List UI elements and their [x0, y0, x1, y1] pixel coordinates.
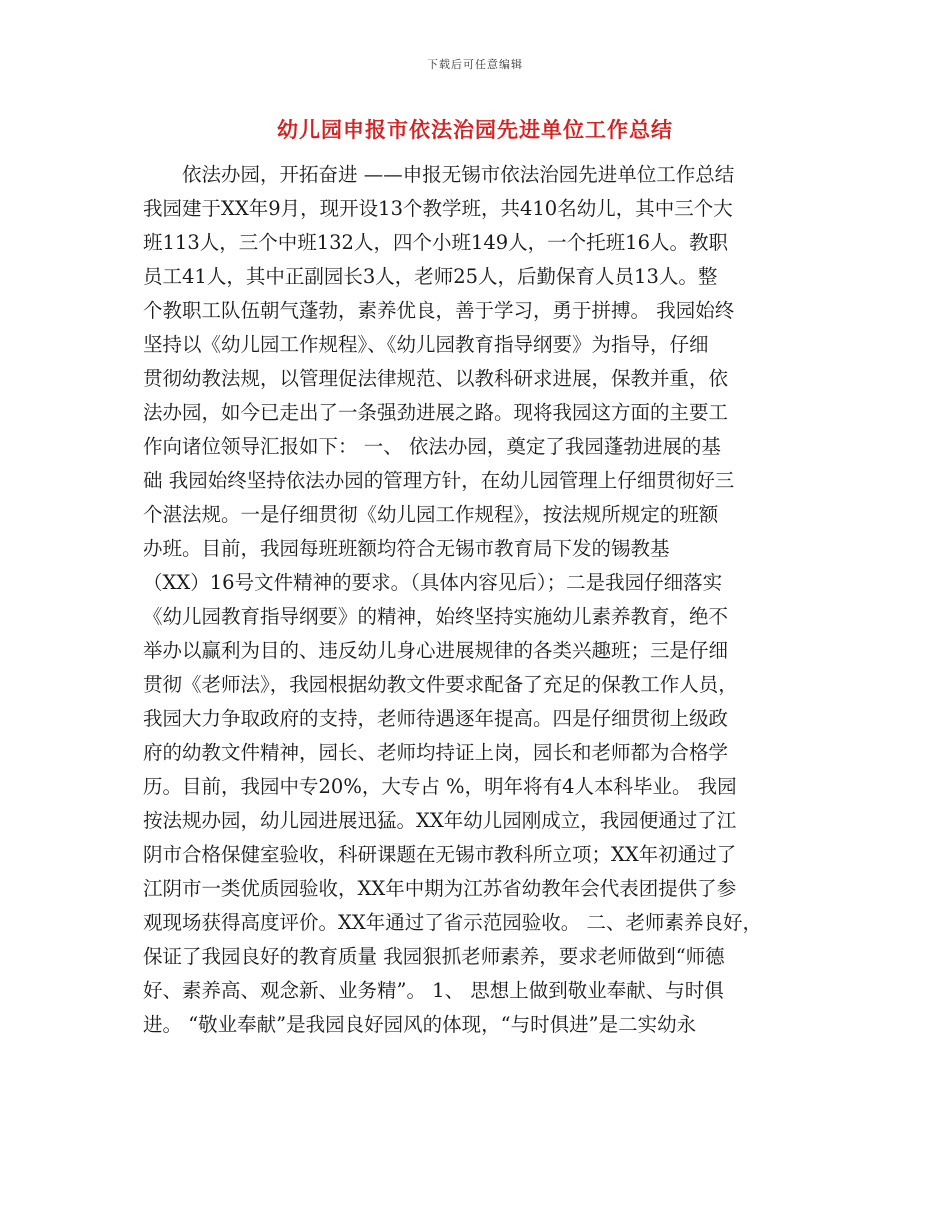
text-line: 进。 “敬业奉献”是我园良好园风的体现，“与时俱进”是二实幼永: [143, 1013, 697, 1036]
text-line: 坚持以《幼儿园工作规程》、《幼儿园教育指导纲要》为指导，仔细: [143, 333, 709, 356]
text-line: 我园大力争取政府的支持，老师待遇逐年提高。四是仔细贯彻上级政: [143, 707, 729, 730]
text-line: 依法办园，开拓奋进 ——申报无锡市依法治园先进单位工作总结: [143, 163, 735, 186]
document-title: 幼儿园申报市依法治园先进单位工作总结: [277, 117, 673, 142]
text-line: 个湛法规。一是仔细贯彻《幼儿园工作规程》，按法规所规定的班额: [143, 503, 719, 526]
text-line: 历。目前，我园中专20%，大专占 %，明年将有4人本科毕业。 我园: [143, 775, 737, 798]
text-line: 贯彻幼教法规，以管理促法律规范、以教科研求进展，保教并重，依: [143, 367, 729, 390]
text-line: 础 我园始终坚持依法办园的管理方针，在幼儿园管理上仔细贯彻好三: [143, 469, 735, 492]
document-body: [143, 158, 833, 1042]
text-line: 作向诸位领导汇报如下： 一、 依法办园，奠定了我园蓬勃进展的基: [143, 435, 721, 458]
text-line: 法办园，如今已走出了一条强劲进展之路。现将我园这方面的主要工: [143, 401, 729, 424]
text-line: 我园建于XX年9月，现开设13个教学班，共410名幼儿，其中三个大: [143, 197, 733, 220]
text-line: 班113人，三个中班132人，四个小班149人，一个托班16人。教职: [143, 231, 728, 254]
text-line: 保证了我园良好的教育质量 我园狠抓老师素养，要求老师做到“师德: [143, 945, 725, 968]
text-line: 阴市合格保健室验收，科研课题在无锡市教科所立项；XX年初通过了: [143, 843, 737, 866]
text-line: 《幼儿园教育指导纲要》的精神，始终坚持实施幼儿素养教育，绝不: [143, 605, 729, 628]
text-line: 江阴市一类优质园验收，XX年中期为江苏省幼教年会代表团提供了参: [143, 877, 737, 900]
text-line: 府的幼教文件精神，园长、老师均持证上岗，园长和老师都为合格学: [143, 741, 729, 764]
text-line: 观现场获得高度评价。XX年通过了省示范园验收。 二、老师素养良好，: [143, 911, 762, 934]
text-line: 贯彻《老师法》，我园根据幼教文件要求配备了充足的保教工作人员，: [143, 673, 738, 696]
text-line: 好、素养高、观念新、业务精”。 1、 思想上做到敬业奉献、与时俱: [143, 979, 724, 1002]
text-line: 个教职工队伍朝气蓬勃，素养优良，善于学习，勇于拼搏。 我园始终: [143, 299, 735, 322]
text-line: （XX）16号文件精神的要求。（具体内容见后）；二是我园仔细落实: [143, 571, 723, 594]
text-line: 举办以赢利为目的、违反幼儿身心进展规律的各类兴趣班；三是仔细: [143, 639, 729, 662]
text-line: 员工41人，其中正副园长3人，老师25人，后勤保育人员13人。整: [143, 265, 718, 288]
text-line: 按法规办园，幼儿园进展迅猛。XX年幼儿园刚成立，我园便通过了江: [143, 809, 737, 832]
page-header-note: 下载后可任意编辑: [427, 58, 523, 71]
text-line: 办班。目前，我园每班班额均符合无锡市教育局下发的锡教基: [143, 537, 670, 560]
